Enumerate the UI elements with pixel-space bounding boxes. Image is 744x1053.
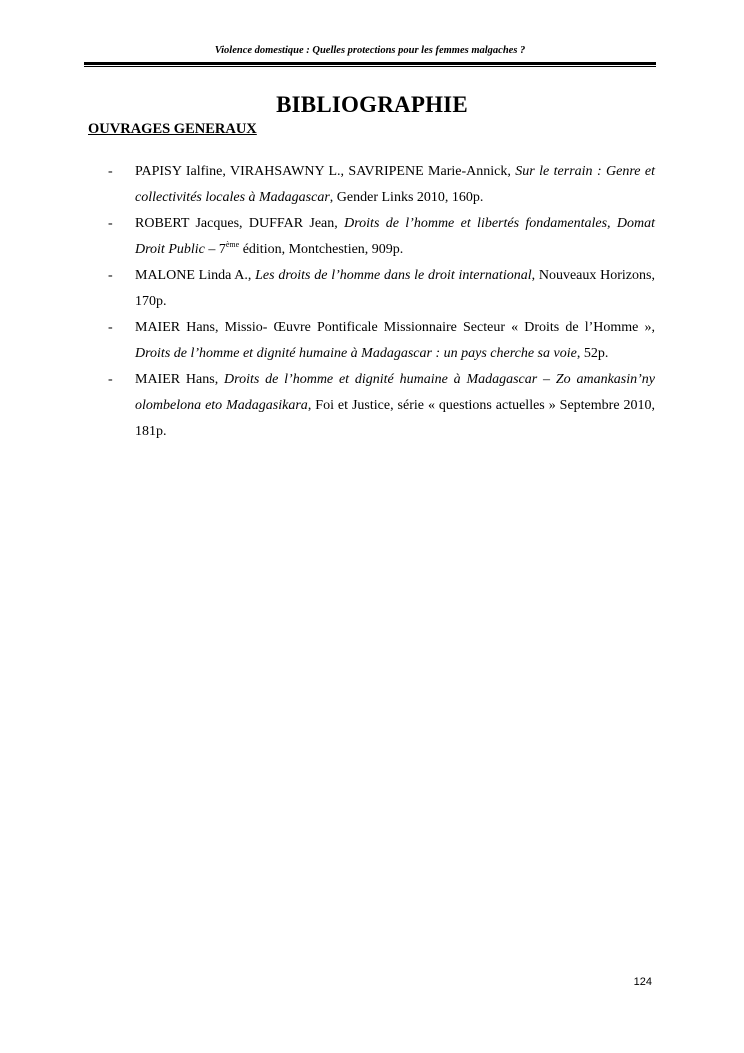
bibliography-list — [108, 159, 655, 445]
list-bullet: - — [108, 320, 113, 335]
section-heading: OUVRAGES GENERAUX — [88, 121, 257, 137]
entry-title: Les droits de l’homme dans le droit international — [255, 268, 532, 283]
page-number: 124 — [633, 976, 652, 988]
entry-details: , Gender Links 2010, 160p. — [329, 190, 484, 205]
entry-title: Droits de l’homme et libertés fondamentales, Domat Droit Public — [135, 216, 655, 257]
page-title: BIBLIOGRAPHIE — [276, 92, 468, 117]
entry-details-rest: édition, Montchestien, 909p. — [239, 242, 404, 257]
list-bullet: - — [108, 268, 113, 283]
bibliography-entry — [108, 367, 655, 445]
bibliography-entry — [108, 315, 655, 367]
list-bullet: - — [108, 216, 113, 231]
entry-details: – 7 — [204, 242, 226, 257]
bibliography-entry — [108, 159, 655, 211]
bibliography-entry — [108, 211, 655, 263]
entry-authors: MAIER Hans, — [135, 372, 225, 387]
bibliography-entry — [108, 263, 655, 315]
entry-details: , Foi et Justice, série « questions actuelles » Septembre 2010, 181p. — [135, 398, 656, 439]
entry-authors: PAPISY Ialfine, VIRAHSAWNY L., SAVRIPENE Marie-Annick, — [135, 164, 516, 179]
entry-authors: MAIER Hans, Missio- Œuvre Pontificale Missionnaire Secteur « Droits de l’Homme », — [135, 320, 655, 335]
entry-title: Droits de l’homme et dignité humaine à Madagascar : un pays cherche sa voie — [135, 346, 577, 361]
header-rule-thin — [84, 66, 656, 67]
list-bullet: - — [108, 372, 113, 387]
header-rule — [84, 62, 656, 65]
list-bullet: - — [108, 164, 113, 179]
entry-title: Sur le terrain : Genre et collectivités locales à Madagascar — [135, 164, 655, 205]
entry-details: , Nouveaux Horizons, 170p. — [135, 268, 655, 309]
entry-authors: ROBERT Jacques, DUFFAR Jean, — [135, 216, 345, 231]
edition-superscript: ème — [225, 240, 240, 249]
entry-details: , 52p. — [576, 346, 609, 361]
entry-title: Droits de l’homme et dignité humaine à Madagascar – Zo amankasin’ny olombelona eto Madagasikara — [135, 372, 655, 413]
entry-authors: MALONE Linda A., — [135, 268, 256, 283]
running-header: Violence domestique : Quelles protections pour les femmes malgaches ? — [214, 45, 526, 56]
